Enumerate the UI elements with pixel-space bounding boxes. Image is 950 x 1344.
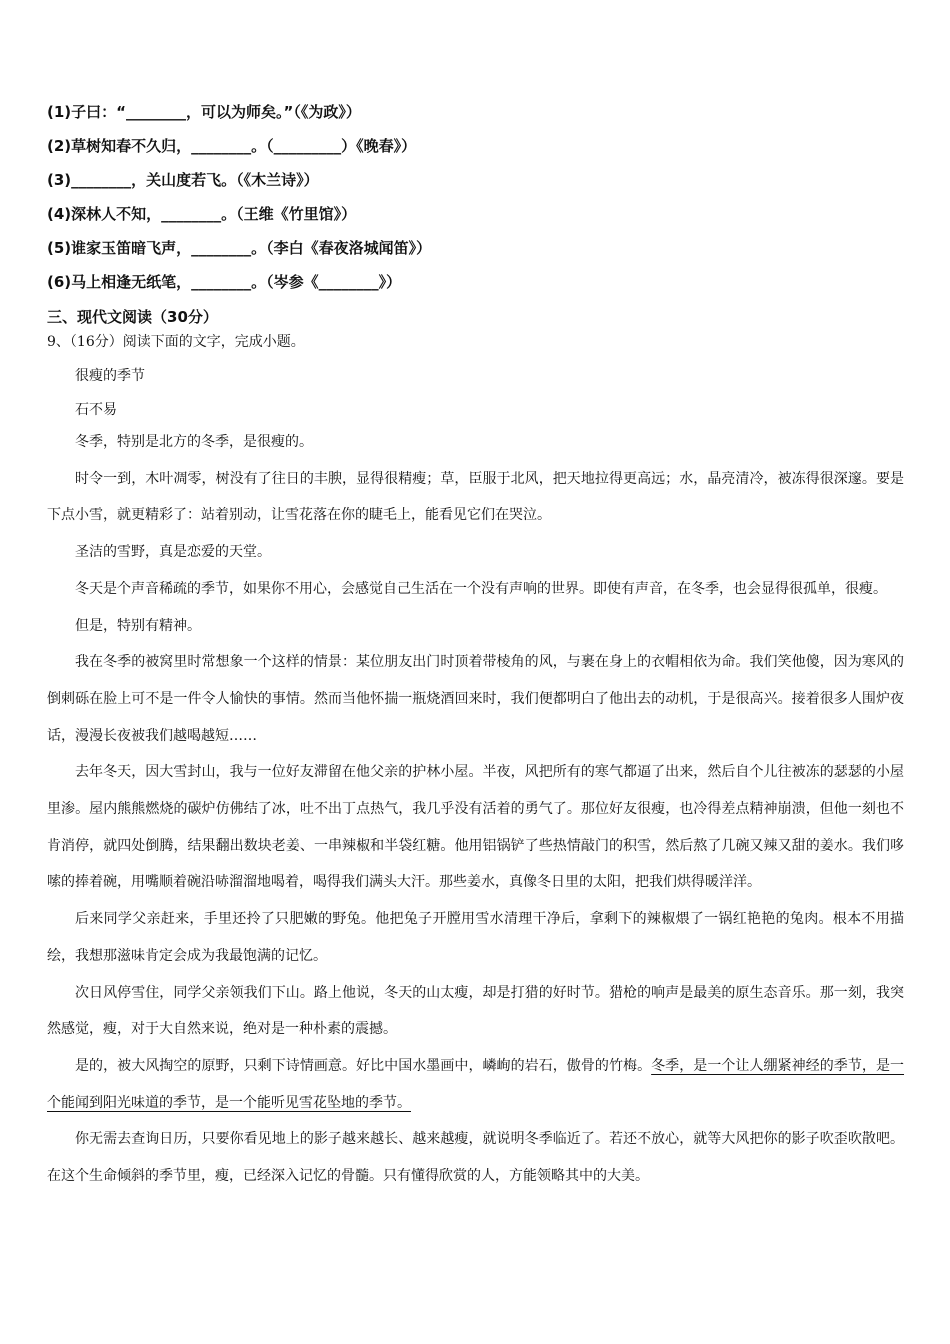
article-paragraph: 我在冬季的被窝里时常想象一个这样的情景：某位朋友出门时顶着带棱角的风，与裹在身上的衣帽相依为命。我们笑他傻，因为寒风的倒刺砾在脸上可不是一件令人愉快的事情。然而当他怀揣一瓶烧酒回来时，我们便都明白了他出去的动机，于是很高兴。接着很多人围炉夜话，漫漫长夜被我们越喝越短…… xyxy=(47,654,904,744)
article-paragraph: 后来同学父亲赶来，手里还拎了只肥嫩的野兔。他把兔子开膛用雪水清理干净后，拿剩下的辣椒煨了一锅红艳艳的兔肉。根本不用描绘，我想那滋味肯定会成为我最饱满的记忆。 xyxy=(47,911,904,964)
fill-question-6: (6)马上相逢无纸笔，________。（岑参《________》） xyxy=(47,273,402,291)
article-title: 很瘦的季节 xyxy=(75,368,145,384)
underlined-sentence: 冬季，是一个让人绷紧神经的季节，是一个能闻到阳光味道的季节，是一个能听见雪花坠地的季节。 xyxy=(47,1057,905,1111)
article-paragraph xyxy=(47,1048,904,1121)
question-9-prompt: 9、（16分）阅读下面的文字，完成小题。 xyxy=(47,334,305,350)
fill-question-1: (1)子曰：“________，可以为师矣。”（《为政》） xyxy=(47,103,361,121)
paragraph-text: 是的，被大风掏空的原野，只剩下诗情画意。好比中国水墨画中，嶙峋的岩石，傲骨的竹梅。 xyxy=(75,1057,652,1074)
section-title: 三、现代文阅读（30分） xyxy=(47,308,218,326)
article-paragraph: 次日风停雪住，同学父亲领我们下山。路上他说，冬天的山太瘦，却是打猎的好时节。猎枪的响声是最美的原生态音乐。那一刻，我突然感觉，瘦，对于大自然来说，绝对是一种朴素的震撼。 xyxy=(47,984,904,1038)
article-paragraph: 但是，特别有精神。 xyxy=(75,617,201,634)
fill-question-2: (2)草树知春不久归，________。（_________）《晚春》） xyxy=(47,137,417,155)
fill-question-5: (5)谁家玉笛暗飞声，________。（李白《春夜洛城闻笛》） xyxy=(47,239,432,257)
article-body xyxy=(47,424,904,1195)
article-paragraph: 冬季，特别是北方的冬季，是很瘦的。 xyxy=(75,434,313,450)
article-paragraph: 冬天是个声音稀疏的季节，如果你不用心，会感觉自己生活在一个没有声响的世界。即使有声音，在冬季，也会显得很孤单，很瘦。 xyxy=(75,580,887,597)
article-paragraph: 去年冬天，因大雪封山，我与一位好友滞留在他父亲的护林小屋。半夜，风把所有的寒气都逼了出来，然后自个儿往被冻的瑟瑟的小屋里渗。屋内熊熊燃烧的碳炉仿佛结了冰，吐不出丁点热气，我几乎没有活着的勇气了。那位好友很瘦，也冷得差点精神崩溃，但他一刻也不肯消停，就四处倒腾，结果翻出数块老姜、一串辣椒和半袋红糖。他用铝锅铲了些热情敲门的积雪，然后熬了几碗又辣又甜的姜水。我们哆嗦的捧着碗，用嘴顺着碗沿哧溜溜地喝着，喝得我们满头大汗。那些姜水，真像冬日里的太阳，把我们烘得暖洋洋。 xyxy=(47,764,904,891)
article-paragraph: 圣洁的雪野，真是恋爱的天堂。 xyxy=(75,544,271,561)
article-paragraph: 时令一到，木叶凋零，树没有了往日的丰腴，显得很精瘦；草，臣服于北风，把天地拉得更高远；水，晶亮清冷，被冻得很深邃。要是下点小雪，就更精彩了：站着别动，让雪花落在你的睫毛上，能看见它们在哭泣。 xyxy=(47,470,904,524)
article-paragraph: 你无需去查询日历，只要你看见地上的影子越来越长、越来越瘦，就说明冬季临近了。若还不放心，就等大风把你的影子吹歪吹散吧。在这个生命倾斜的季节里，瘦，已经深入记忆的骨髓。只有懂得欣赏的人，方能领略其中的大美。 xyxy=(47,1131,904,1185)
article-author: 石不易 xyxy=(75,402,117,418)
fill-question-3: (3)________，关山度若飞。（《木兰诗》） xyxy=(47,171,319,189)
fill-question-4: (4)深林人不知，________。（王维《竹里馆》） xyxy=(47,205,357,223)
